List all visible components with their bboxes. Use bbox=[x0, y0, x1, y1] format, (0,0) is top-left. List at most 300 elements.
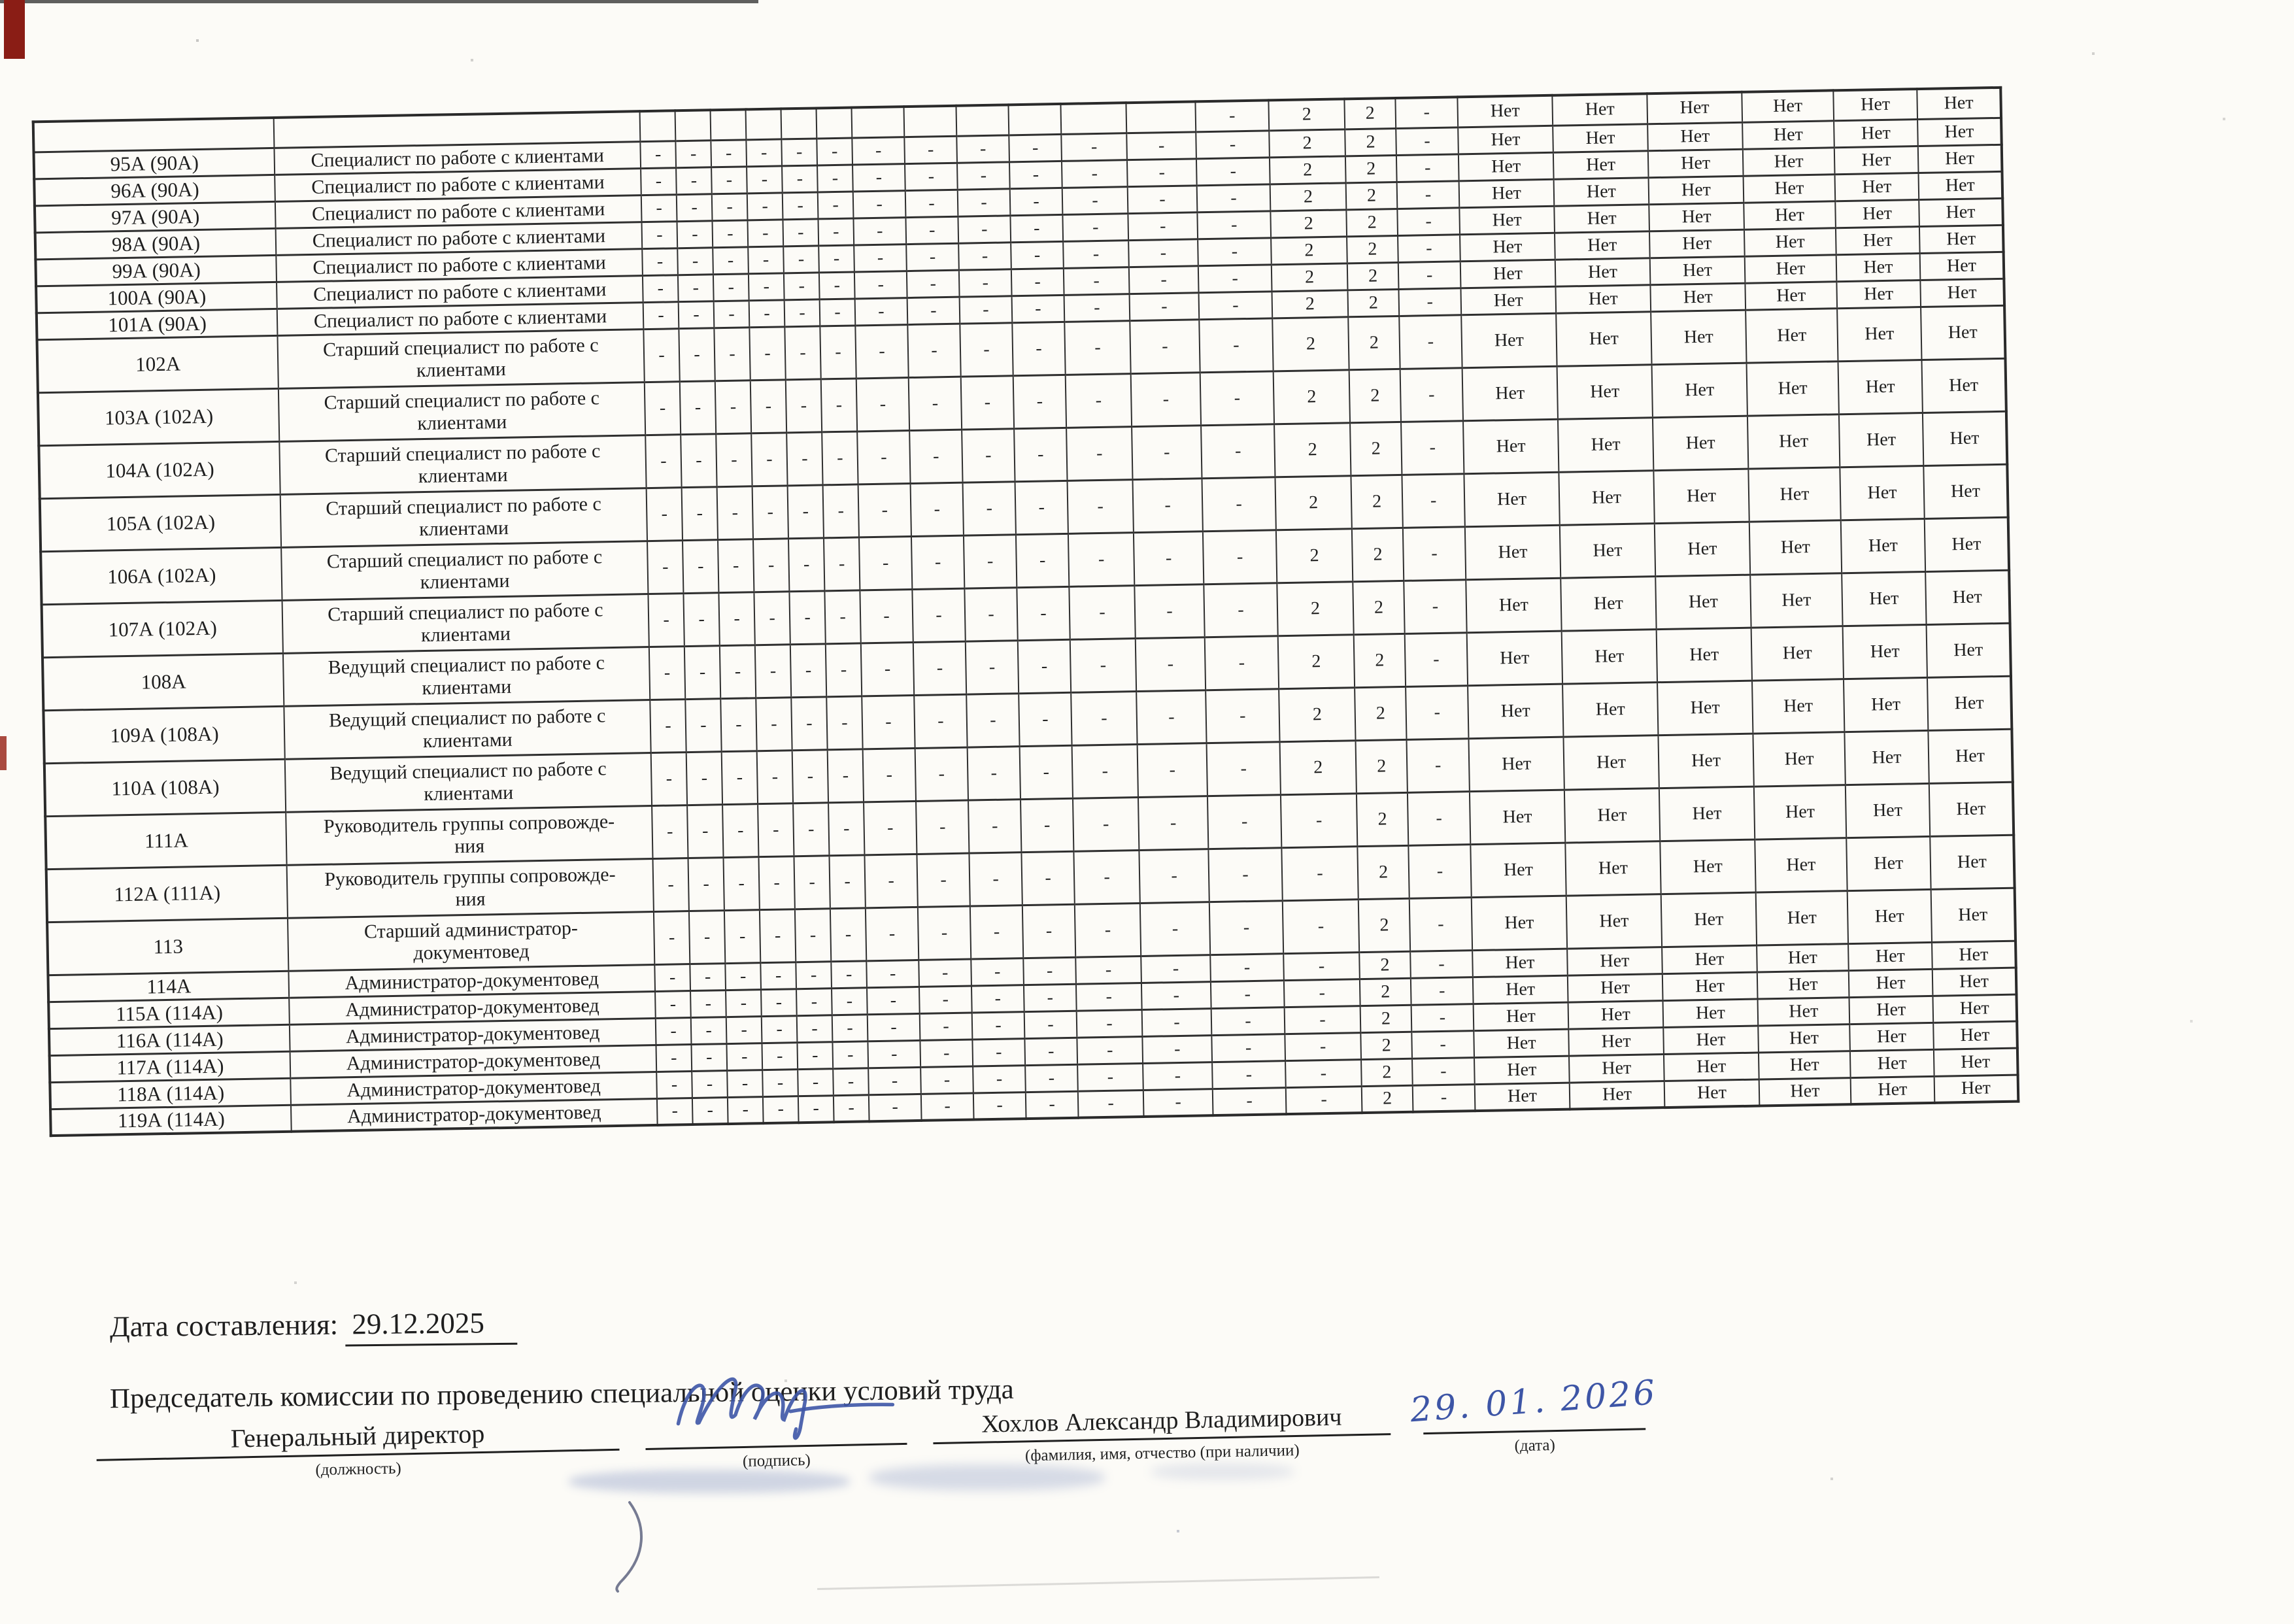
cell-value: - bbox=[826, 696, 862, 749]
cell-value: - bbox=[968, 746, 1020, 800]
cell-value: - bbox=[681, 433, 717, 487]
cell-value: Нет bbox=[1472, 896, 1567, 951]
cell-value: - bbox=[853, 190, 906, 218]
cell-value: Нет bbox=[1835, 199, 1919, 228]
cell-value: - bbox=[682, 486, 718, 540]
cell-value: Нет bbox=[1754, 785, 1846, 839]
cell-value: - bbox=[1398, 261, 1461, 289]
cell-value: - bbox=[1201, 424, 1275, 478]
cell-value: 2 bbox=[1346, 182, 1398, 209]
cell-value: - bbox=[832, 1014, 868, 1041]
cell-value: - bbox=[1129, 265, 1199, 294]
cell-value: 2 bbox=[1361, 1058, 1413, 1086]
cell-value: - bbox=[1062, 160, 1128, 188]
cell-value: - bbox=[869, 1094, 922, 1121]
cell-job-title: Администратор-документовед bbox=[289, 991, 656, 1024]
cell-value: - bbox=[649, 646, 685, 700]
cell-value: - bbox=[1411, 1030, 1474, 1058]
cell-value: 2 bbox=[1275, 475, 1351, 530]
cell-value: - bbox=[711, 166, 747, 194]
cell-value: 2 bbox=[1348, 316, 1400, 369]
cell-value: - bbox=[907, 324, 960, 377]
cell-value: Нет bbox=[1752, 679, 1844, 733]
cell-value: - bbox=[1015, 481, 1068, 534]
cell-value: - bbox=[1077, 1009, 1143, 1038]
name-caption: (фамилия, имя, отчество (при наличии) bbox=[1024, 1441, 1300, 1465]
cell-value: - bbox=[1285, 1006, 1361, 1034]
cell-value: - bbox=[972, 1011, 1025, 1039]
cell-value: - bbox=[959, 269, 1012, 296]
cell-value: - bbox=[962, 428, 1015, 482]
cell-value: - bbox=[725, 962, 761, 990]
cell-value: Нет bbox=[1562, 629, 1657, 684]
cell-value: - bbox=[1012, 322, 1065, 375]
cell-value: - bbox=[1283, 952, 1360, 980]
cell-value: - bbox=[715, 380, 751, 433]
cell-value: - bbox=[781, 138, 817, 165]
cell-value: - bbox=[1402, 473, 1464, 528]
cell-workplace-index: 110А (108А) bbox=[44, 759, 286, 816]
cell-value: - bbox=[727, 1070, 763, 1097]
cell-value: - bbox=[677, 247, 713, 275]
cell-value: Нет bbox=[1919, 225, 2004, 253]
cell-value: - bbox=[1021, 851, 1074, 905]
cell-value: 2 bbox=[1277, 581, 1353, 635]
cell-value: - bbox=[689, 910, 725, 964]
cell-value: Нет bbox=[1457, 95, 1553, 127]
cell-value: - bbox=[920, 1013, 973, 1040]
cell-value: - bbox=[905, 163, 958, 190]
cell-value: 2 bbox=[1358, 898, 1410, 952]
cell-value: - bbox=[762, 1069, 798, 1096]
cell-value: - bbox=[692, 1070, 728, 1098]
signature-caption: (подпись) bbox=[742, 1451, 811, 1470]
cell-value: - bbox=[1210, 953, 1284, 981]
cell-value: - bbox=[680, 381, 716, 434]
cell-value: Нет bbox=[1750, 573, 1842, 627]
cell-value: - bbox=[755, 644, 791, 698]
cell-value: - bbox=[690, 963, 726, 990]
cell-value: - bbox=[783, 192, 818, 219]
cell-workplace-index: 103А (102А) bbox=[38, 388, 279, 445]
cell-value: - bbox=[868, 1013, 920, 1041]
cell-value: Нет bbox=[1844, 677, 1928, 732]
cell-value: - bbox=[782, 165, 818, 192]
cell-value: - bbox=[973, 1092, 1026, 1119]
cell-value: - bbox=[960, 322, 1013, 376]
cell-value: Нет bbox=[1555, 284, 1651, 313]
cell-value: Нет bbox=[1470, 790, 1565, 845]
cell-value: 2 bbox=[1352, 528, 1404, 581]
cell-value: - bbox=[1014, 428, 1067, 481]
cell-value: - bbox=[641, 167, 677, 195]
cell-value: Нет bbox=[1560, 576, 1656, 631]
cell-value: - bbox=[747, 192, 783, 220]
cell-value: - bbox=[1078, 1090, 1144, 1118]
cell-value: - bbox=[855, 324, 908, 378]
cell-value: Нет bbox=[1925, 570, 2010, 624]
cell-value: - bbox=[834, 1094, 869, 1122]
cell-value: - bbox=[909, 430, 962, 483]
cell-value bbox=[1008, 104, 1061, 135]
cell-value: - bbox=[716, 433, 752, 486]
cell-job-title: Специалист по работе с клиентами bbox=[274, 141, 641, 175]
cell-value: - bbox=[1011, 268, 1064, 296]
cell-value: Нет bbox=[1836, 253, 1921, 281]
cell-value bbox=[956, 105, 1009, 135]
cell-value: - bbox=[1068, 532, 1134, 586]
cell-value: 2 bbox=[1268, 99, 1345, 130]
cell-value: - bbox=[728, 1096, 764, 1124]
cell-value: - bbox=[1072, 744, 1138, 798]
cell-value: Нет bbox=[1569, 1054, 1664, 1083]
cell-value: - bbox=[692, 1097, 728, 1125]
cell-value: Нет bbox=[1753, 732, 1845, 786]
cell-value: Нет bbox=[1932, 941, 2016, 969]
cell-value: - bbox=[791, 696, 827, 750]
cell-value: - bbox=[919, 986, 972, 1013]
cell-value: Нет bbox=[1848, 942, 1932, 970]
cell-value: - bbox=[906, 243, 959, 271]
cell-value: - bbox=[650, 699, 686, 753]
cell-value: - bbox=[1077, 1036, 1143, 1064]
cell-value: - bbox=[784, 272, 820, 299]
cell-value: Нет bbox=[1934, 1075, 2019, 1103]
cell-workplace-index: 108А bbox=[42, 653, 284, 710]
cell-value: - bbox=[783, 218, 818, 246]
cell-value: Нет bbox=[1661, 892, 1757, 947]
cell-value: - bbox=[683, 539, 718, 593]
cell-value: - bbox=[1009, 134, 1062, 161]
cell-value: - bbox=[1073, 797, 1139, 851]
cell-job-title: Руководитель группы сопровожде- ния bbox=[286, 805, 652, 865]
cell-value: - bbox=[915, 747, 968, 801]
cell-value: - bbox=[762, 1042, 798, 1070]
ink-smudge bbox=[869, 1464, 1105, 1491]
cell-value: Нет bbox=[1560, 523, 1655, 578]
cell-value: - bbox=[798, 1068, 834, 1096]
cell-value: - bbox=[1139, 849, 1209, 903]
cell-value: - bbox=[1140, 902, 1210, 956]
cell-value: - bbox=[763, 1096, 799, 1123]
cell-value: Нет bbox=[1458, 126, 1553, 154]
cell-value: Нет bbox=[1655, 575, 1751, 630]
cell-value: - bbox=[856, 377, 909, 431]
cell-value: - bbox=[907, 297, 960, 324]
cell-workplace-index: 98А (90А) bbox=[35, 228, 277, 259]
cell-value: - bbox=[678, 274, 714, 301]
cell-value: - bbox=[1062, 186, 1128, 214]
cell-value: - bbox=[679, 301, 715, 328]
cell-value: - bbox=[688, 857, 724, 911]
cell-value: - bbox=[1017, 586, 1070, 640]
position-field bbox=[95, 1381, 620, 1484]
cell-value: Нет bbox=[1462, 366, 1558, 421]
cell-value bbox=[640, 110, 676, 141]
cell-value: Нет bbox=[1923, 411, 2007, 465]
cell-value: Нет bbox=[1839, 413, 1923, 467]
cell-value: Нет bbox=[1556, 311, 1651, 366]
cell-value: Нет bbox=[1657, 681, 1753, 736]
cell-value: - bbox=[784, 299, 820, 326]
cell-value: Нет bbox=[1921, 305, 2005, 360]
cell-value: 2 bbox=[1270, 182, 1347, 211]
cell-value: Нет bbox=[1836, 226, 1920, 254]
cell-value: Нет bbox=[1837, 307, 1921, 361]
scan-mark-red bbox=[4, 0, 25, 59]
cell-value: - bbox=[817, 165, 853, 192]
cell-value: - bbox=[653, 858, 689, 911]
cell-value: Нет bbox=[1662, 972, 1758, 1001]
cell-value: - bbox=[783, 245, 819, 273]
cell-value: Нет bbox=[1554, 204, 1649, 233]
cell-value: Нет bbox=[1647, 92, 1742, 124]
scan-faint-line bbox=[817, 1576, 1379, 1590]
cell-value: Нет bbox=[1663, 1026, 1759, 1055]
cell-value: - bbox=[1064, 267, 1130, 295]
cell-value: 2 bbox=[1346, 209, 1398, 236]
cell-value: Нет bbox=[1846, 836, 1931, 890]
cell-value: Нет bbox=[1930, 835, 2014, 889]
cell-value: - bbox=[647, 540, 683, 594]
cell-value: Нет bbox=[1664, 1079, 1760, 1108]
cell-value: - bbox=[909, 377, 962, 430]
cell-value: - bbox=[717, 486, 753, 539]
cell-value: Нет bbox=[1664, 1053, 1759, 1081]
name-field bbox=[932, 1365, 1391, 1467]
cell-workplace-index: 95А (90А) bbox=[33, 148, 275, 178]
cell-value: - bbox=[1286, 1086, 1362, 1114]
cell-value: Нет bbox=[1660, 839, 1755, 894]
cell-value: 2 bbox=[1272, 316, 1349, 371]
cell-value: Нет bbox=[1751, 626, 1844, 680]
cell-value: Нет bbox=[1749, 520, 1842, 574]
cell-workplace-index: 114А bbox=[48, 971, 289, 1002]
cell-value: - bbox=[1061, 133, 1127, 161]
cell-value: - bbox=[656, 1044, 692, 1072]
cell-value: - bbox=[675, 140, 711, 167]
cell-value: Нет bbox=[1459, 206, 1555, 235]
cell-value: - bbox=[1134, 584, 1204, 638]
cell-job-title: Руководитель группы сопровожде- ния bbox=[287, 858, 654, 918]
cell-job-title: Администратор-документовед bbox=[291, 1098, 658, 1132]
cell-value: Нет bbox=[1747, 414, 1840, 468]
cell-value: Нет bbox=[1757, 970, 1849, 998]
cell-value: - bbox=[752, 485, 788, 539]
cell-workplace-index: 100А (90А) bbox=[36, 282, 277, 313]
cell-value: - bbox=[1138, 796, 1208, 850]
cell-value: - bbox=[958, 242, 1011, 269]
cell-value: Нет bbox=[1927, 623, 2011, 677]
cell-value: Нет bbox=[1844, 730, 1929, 785]
cell-value: - bbox=[1209, 900, 1283, 955]
cell-value: Нет bbox=[1649, 203, 1744, 231]
cell-value: Нет bbox=[1555, 231, 1650, 260]
signature-ink bbox=[650, 1346, 901, 1456]
cell-value: - bbox=[867, 987, 920, 1014]
cell-value: - bbox=[961, 375, 1014, 429]
cell-value: Нет bbox=[1849, 969, 1933, 997]
cell-value bbox=[675, 110, 711, 141]
cell-value: 2 bbox=[1270, 209, 1347, 237]
cell-value: Нет bbox=[1558, 417, 1653, 472]
cell-value: - bbox=[788, 484, 824, 538]
cell-value: - bbox=[1396, 127, 1459, 155]
cell-value: - bbox=[1011, 241, 1064, 269]
cell-value: 2 bbox=[1274, 369, 1350, 424]
cell-value: Нет bbox=[1652, 363, 1747, 418]
cell-workplace-index: 102А bbox=[37, 335, 278, 392]
cell-value: - bbox=[868, 1040, 920, 1068]
cell-value: - bbox=[797, 1015, 833, 1042]
cell-job-title: Старший специалист по работе с клиентами bbox=[282, 594, 649, 653]
cell-value: Нет bbox=[1918, 171, 2002, 199]
cell-value: - bbox=[749, 326, 785, 380]
cell-value: 2 bbox=[1280, 740, 1357, 794]
cell-value: - bbox=[1202, 477, 1275, 531]
cell-value: Нет bbox=[1743, 147, 1835, 175]
cell-workplace-index: 105А (102А) bbox=[40, 494, 281, 551]
cell-value: - bbox=[1024, 1011, 1077, 1038]
cell-value: - bbox=[1200, 371, 1274, 425]
cell-value: - bbox=[789, 590, 825, 644]
cell-value: - bbox=[860, 589, 913, 643]
cell-value: - bbox=[921, 1093, 974, 1121]
cell-value: Нет bbox=[1650, 256, 1746, 285]
cell-value: - bbox=[833, 1068, 869, 1095]
cell-value: - bbox=[918, 906, 971, 960]
cell-job-title: Администратор-документовед bbox=[290, 1045, 657, 1078]
cell-value: 2 bbox=[1278, 634, 1355, 688]
cell-value: Нет bbox=[1920, 279, 2004, 307]
cell-value: - bbox=[1199, 291, 1273, 319]
cell-value: - bbox=[722, 751, 758, 804]
cell-value: Нет bbox=[1756, 890, 1848, 945]
cell-value: 2 bbox=[1360, 978, 1411, 1006]
cell-value: - bbox=[1397, 207, 1460, 235]
cell-value: - bbox=[905, 216, 958, 244]
cell-value: Нет bbox=[1461, 313, 1557, 368]
cell-value: Нет bbox=[1559, 470, 1654, 525]
cell-value: - bbox=[907, 270, 960, 297]
cell-value: Нет bbox=[1467, 631, 1562, 686]
cell-value: - bbox=[1406, 685, 1468, 739]
cell-value: Нет bbox=[1565, 841, 1661, 896]
cell-value: Нет bbox=[1925, 517, 2009, 571]
cell-value: Нет bbox=[1759, 1077, 1851, 1106]
cell-value: - bbox=[656, 1017, 692, 1045]
cell-job-title: Администратор-документовед bbox=[288, 964, 655, 998]
cell-value: - bbox=[1141, 981, 1211, 1009]
cell-value: - bbox=[968, 799, 1021, 853]
cell-value: Нет bbox=[1474, 1056, 1570, 1085]
cell-value: 2 bbox=[1272, 290, 1349, 318]
cell-value: - bbox=[868, 1067, 921, 1094]
cell-value: - bbox=[761, 989, 797, 1016]
cell-value: - bbox=[1400, 367, 1463, 422]
cell-value: - bbox=[1207, 741, 1281, 796]
cell-value: - bbox=[652, 805, 688, 858]
cell-value: - bbox=[1143, 1062, 1213, 1090]
cell-workplace-index: 107А (102А) bbox=[42, 600, 283, 657]
cell-value: 2 bbox=[1349, 369, 1401, 422]
cell-job-title: Администратор-документовед bbox=[290, 1072, 657, 1105]
cell-value: - bbox=[792, 749, 828, 803]
cell-value: - bbox=[960, 296, 1013, 323]
cell-value: - bbox=[712, 220, 748, 247]
cell-value: Нет bbox=[1468, 737, 1564, 792]
cell-value: - bbox=[726, 1016, 762, 1043]
cell-value: 2 bbox=[1347, 262, 1399, 290]
cell-value: - bbox=[797, 1041, 833, 1069]
cell-value: 2 bbox=[1345, 155, 1397, 182]
cell-value bbox=[746, 109, 782, 139]
cell-value: - bbox=[798, 1095, 834, 1123]
cell-value: - bbox=[751, 432, 787, 486]
cell-value: - bbox=[756, 697, 792, 751]
cell-value: - bbox=[1136, 637, 1206, 691]
cell-value: Нет bbox=[1655, 522, 1750, 577]
cell-value bbox=[1126, 101, 1196, 133]
cell-value: - bbox=[720, 698, 756, 751]
cell-value: 2 bbox=[1347, 289, 1399, 316]
cell-value: Нет bbox=[1849, 996, 1933, 1024]
cell-value: - bbox=[1070, 638, 1136, 692]
cell-value: - bbox=[1138, 743, 1207, 797]
cell-value: Нет bbox=[1459, 152, 1554, 181]
cell-value: - bbox=[1062, 213, 1128, 241]
cell-value: - bbox=[820, 298, 856, 326]
cell-value: Нет bbox=[1658, 734, 1753, 788]
cell-value: 2 bbox=[1347, 235, 1398, 263]
cell-value: Нет bbox=[1570, 1081, 1665, 1109]
cell-value: - bbox=[679, 328, 715, 381]
cell-value: - bbox=[1411, 977, 1474, 1005]
cell-value: - bbox=[1196, 157, 1270, 185]
cell-value: - bbox=[645, 381, 681, 435]
cell-value: - bbox=[1408, 844, 1471, 898]
cell-value: Нет bbox=[1460, 233, 1555, 262]
cell-value: - bbox=[1399, 314, 1462, 369]
cell-value: - bbox=[643, 328, 679, 382]
cell-value: Нет bbox=[1931, 888, 2016, 942]
cell-value: - bbox=[723, 856, 759, 910]
cell-job-title: Старший специалист по работе с клиентами bbox=[281, 541, 648, 600]
cell-value: - bbox=[1213, 1087, 1287, 1115]
cell-value: - bbox=[911, 482, 964, 536]
cell-value: Нет bbox=[1835, 173, 1919, 201]
cell-workplace-index: 117А (114А) bbox=[50, 1051, 291, 1082]
cell-value: Нет bbox=[1563, 735, 1659, 790]
cell-value: - bbox=[754, 591, 790, 645]
cell-value: - bbox=[1281, 846, 1358, 900]
cell-value: - bbox=[640, 141, 676, 168]
cell-value: - bbox=[786, 431, 822, 485]
cell-job-title: Администратор-документовед bbox=[290, 1018, 656, 1051]
cell-value: Нет bbox=[1653, 416, 1748, 471]
cell-value: Нет bbox=[1459, 179, 1555, 208]
cell-value: - bbox=[1069, 585, 1135, 639]
position-caption: (должность) bbox=[315, 1459, 401, 1480]
cell-value: - bbox=[1066, 373, 1132, 428]
signature-line bbox=[644, 1375, 907, 1450]
cell-value: - bbox=[1013, 375, 1066, 428]
cell-value: - bbox=[1413, 1084, 1476, 1112]
cell-value: - bbox=[1073, 850, 1139, 904]
cell-value: Нет bbox=[1648, 149, 1744, 178]
cell-value: Нет bbox=[1934, 1048, 2018, 1076]
ink-smudge bbox=[1151, 1463, 1294, 1480]
